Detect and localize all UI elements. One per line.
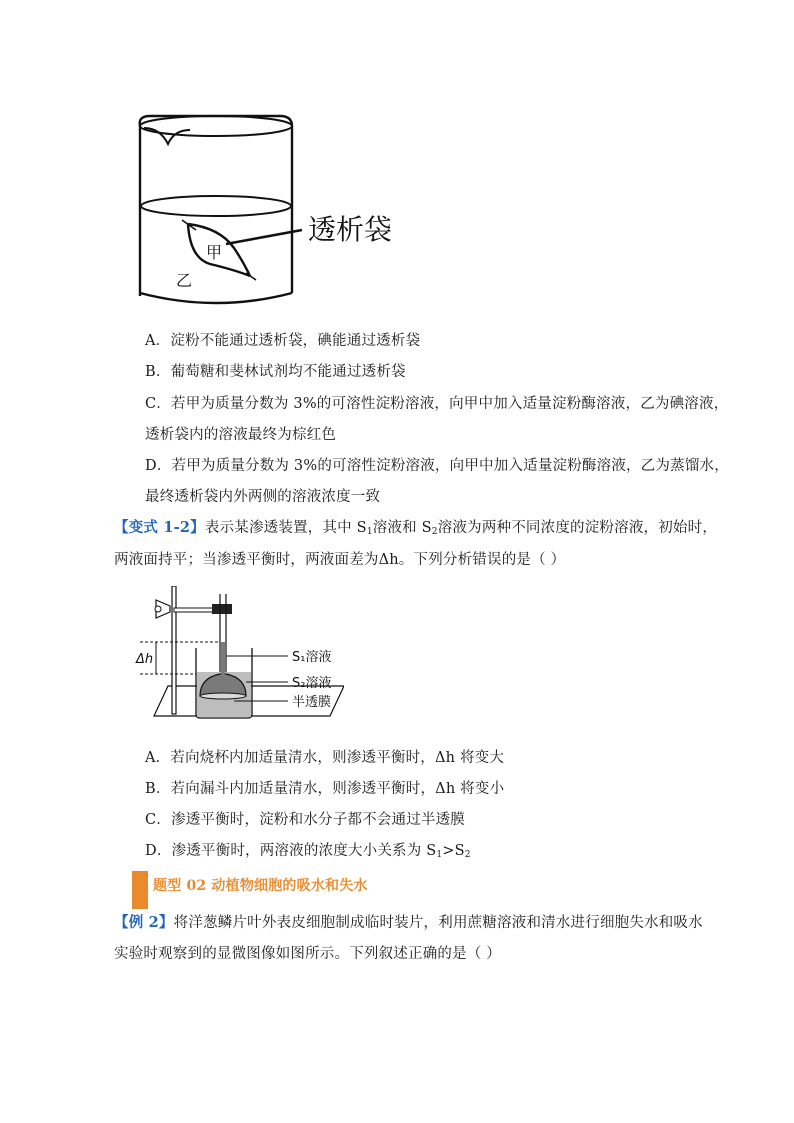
label-yi: 乙: [176, 271, 193, 290]
label-jia: 甲: [206, 243, 223, 262]
label-delta-h: Δh: [136, 652, 154, 667]
label-membrane: 半透膜: [292, 695, 332, 710]
q1-option-d-line2: 最终透析袋内外两侧的溶液浓度一致: [145, 489, 381, 505]
label-s2-solution: S₂溶液: [292, 676, 332, 691]
q2-stem-line2: 两液面持平；当渗透平衡时，两液面差为Δh。下列分析错误的是（ ）: [114, 552, 566, 568]
label-s1-solution: S₁溶液: [292, 650, 332, 665]
section-heading: 题型 02 动植物细胞的吸水和失水: [153, 878, 368, 894]
q1-option-c-line2: 透析袋内的溶液最终为棕红色: [145, 427, 337, 443]
q1-option-a: A．淀粉不能通过透析袋，碘能通过透析袋: [145, 333, 421, 349]
q3-stem-line1: 【例 2】将洋葱鳞片叶外表皮细胞制成临时装片，利用蔗糖溶液和清水进行细胞失水和吸水: [114, 914, 703, 931]
q3-stem-line2: 实验时观察到的显微图像如图所示。下列叙述正确的是（ ）: [114, 946, 502, 962]
q3-tag: 【例 2】: [114, 914, 174, 931]
q1-option-d-line1: D．若甲为质量分数为 3%的可溶性淀粉溶液，向甲中加入适量淀粉酶溶液，乙为蒸馏水，: [145, 458, 729, 474]
label-dialysis-bag: 透析袋: [308, 213, 393, 246]
osmosis-apparatus-figure: [134, 586, 344, 734]
q1-option-b: B．葡萄糖和斐林试剂均不能通过透析袋: [145, 364, 406, 380]
q2-option-d: D．渗透平衡时，两溶液的浓度大小关系为 $S_1>S_2$: [145, 843, 471, 860]
q2-tag: 【变式 1-2】: [114, 519, 205, 536]
q2-option-b: B．若向漏斗内加适量清水，则渗透平衡时，Δh 将变小: [145, 781, 505, 797]
q2-stem-line1: 【变式 1-2】表示某渗透装置，其中 $S_1$溶液和 $S_2$溶液为两种不同浓度的淀粉溶液，初始时，: [114, 519, 718, 537]
beaker-dialysis-figure: [130, 108, 420, 313]
q2-option-c: C．渗透平衡时，淀粉和水分子都不会通过半透膜: [145, 812, 465, 828]
q2-option-a: A．若向烧杯内加适量清水，则渗透平衡时，Δh 将变大: [145, 750, 505, 766]
section-marker: [132, 871, 148, 895]
q1-option-c-line1: C．若甲为质量分数为 3%的可溶性淀粉溶液，向甲中加入适量淀粉酶溶液，乙为碘溶液，: [145, 396, 729, 412]
q3-marker: [132, 895, 148, 909]
